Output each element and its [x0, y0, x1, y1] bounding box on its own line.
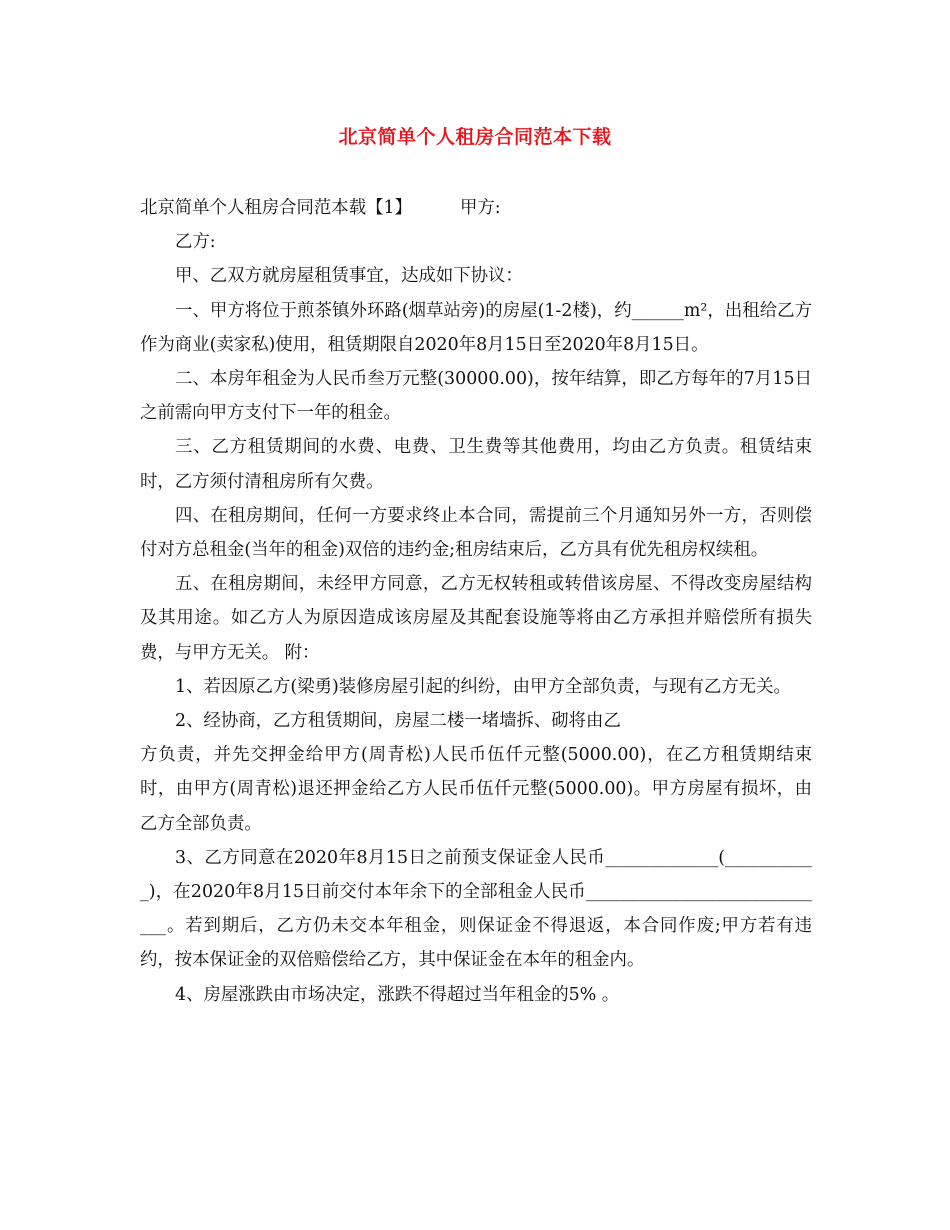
- clause-2-rent: 二、本房年租金为人民币叁万元整(30000.00)，按年结算，即乙方每年的7月15日之前需向甲方支付下一年的租金。: [140, 369, 812, 424]
- party-b-label: 乙方:: [175, 232, 216, 253]
- clause-3-fees: 三、乙方租赁期间的水费、电费、卫生费等其他费用，均由乙方负责。租赁结束时，乙方须付清租房所有欠费。: [140, 437, 812, 492]
- intro-heading: 北京简单个人租房合同范本载【1】: [140, 198, 412, 218]
- appendix-item-3: 3、乙方同意在2020年8月15日之前预支保证金人民币_____________(___________)，在2020年8月15日前交付本年余下的全部租金人民币_____________________________。若到期后，乙方仍未交本年租金，则保证金不得退返，本合同作废;甲方若有违约，按本保证金的双倍赔偿给乙方，其中保证金在本年的租金内。: [140, 847, 812, 971]
- appendix-item-2-continued: 方负责，并先交押金给甲方(周青松)人民币伍仟元整(5000.00)，在乙方租赁期结束时，由甲方(周青松)退还押金给乙方人民币伍仟元整(5000.00)。甲方房屋有损坏，由乙方全部负责。: [140, 745, 812, 834]
- document-title: 北京简单个人租房合同范本下载: [338, 126, 612, 148]
- intro-line: [140, 191, 812, 225]
- clause-1-premises: 一、甲方将位于煎茶镇外环路(烟草站旁)的房屋(1-2楼)，约______m²，出租给乙方作为商业(卖家私)使用，租赁期限自2020年8月15日至2020年8月15日。: [140, 300, 812, 355]
- document-body: [140, 191, 812, 1012]
- appendix-item-4: 4、房屋涨跌由市场决定，涨跌不得超过当年租金的5% 。: [175, 984, 620, 1005]
- paragraph-agreement: 甲、乙双方就房屋租赁事宜，达成如下协议：: [175, 266, 523, 287]
- clause-4-termination: 四、在租房期间，任何一方要求终止本合同，需提前三个月通知另外一方，否则偿付对方总租金(当年的租金)双倍的违约金;租房结束后，乙方具有优先租房权续租。: [140, 505, 812, 561]
- appendix-item-1: 1、若因原乙方(梁勇)装修房屋引起的纠纷，由甲方全部负责，与现有乙方无关。: [175, 676, 791, 697]
- clause-5-sublet: 五、在租房期间，未经甲方同意，乙方无权转租或转借该房屋、不得改变房屋结构及其用途。如乙方人为原因造成该房屋及其配套设施等将由乙方承担并赔偿所有损失费，与甲方无关。 附：: [140, 574, 812, 663]
- party-a-label: 甲方:: [459, 198, 501, 218]
- appendix-item-2: 2、经协商，乙方租赁期间，房屋二楼一堵墙拆、砌将由乙: [175, 711, 621, 732]
